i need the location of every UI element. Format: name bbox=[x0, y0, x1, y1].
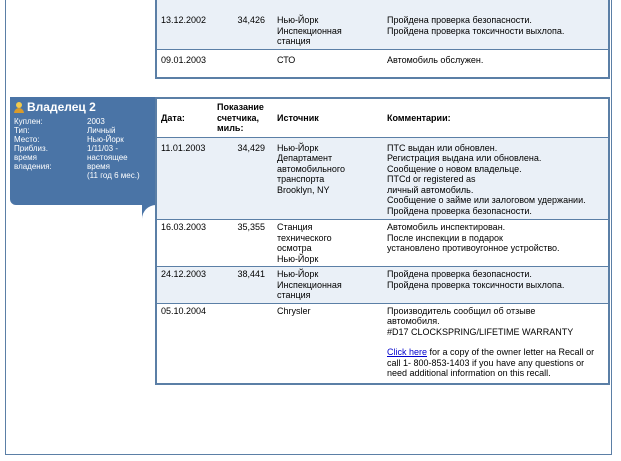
table-row bbox=[156, 267, 609, 304]
table-row bbox=[156, 137, 609, 220]
history-table-owner-2 bbox=[155, 97, 610, 385]
history-table-previous-owner bbox=[155, 0, 610, 79]
comments-cell: ПТС выдан или обновлен. Регистрация выдана или обновлена. Сообщение о новом владельце. ПТСd or registered as личный автомобиль. Сообщение о займе или залоговом удержании. Пройдена проверка безопасности. bbox=[383, 137, 609, 220]
source-header: Источник bbox=[277, 112, 319, 123]
reading-cell: 35,355 bbox=[213, 220, 273, 267]
comments-cell: Пройдена проверка безопасности. Пройдена проверка токсичности выхлопа. bbox=[383, 267, 609, 304]
comments-header: Комментарии: bbox=[387, 112, 451, 123]
owner-field-label: Тип: bbox=[14, 126, 30, 135]
click-here-link[interactable]: Click here bbox=[387, 347, 428, 357]
panel-notch bbox=[142, 205, 156, 219]
table-row bbox=[156, 0, 609, 49]
recall-text: Производитель сообщил об отзыве автомобиля. #D17 CLOCKSPRING/LIFETIME WARRANTY bbox=[387, 305, 574, 337]
table-row bbox=[156, 303, 609, 384]
comments-cell: Автомобиль инспектирован. После инспекции в подарок установлено противоугонное устройство. bbox=[383, 220, 609, 267]
table-row bbox=[156, 49, 609, 78]
source-cell: Нью-Йорк Департамент автомобильного транспорта Brooklyn, NY bbox=[273, 137, 383, 220]
date-cell: 05.10.2004 bbox=[156, 303, 213, 384]
owner-panel bbox=[10, 97, 156, 205]
date-cell: 11.01.2003 bbox=[156, 137, 213, 220]
owner-field-value: Нью-Йорк bbox=[87, 135, 124, 144]
recall-note-text: for a copy of the owner letter на Recall or call 1- 800-853-1403 if you have any questions or need additional information on this recall. bbox=[387, 347, 595, 378]
date-cell: 16.03.2003 bbox=[156, 220, 213, 267]
owner-title bbox=[14, 100, 96, 114]
comments-cell: Пройдена проверка безопасности. Пройдена проверка токсичности выхлопа. bbox=[383, 0, 609, 49]
reading-header: Показание счетчика, миль: bbox=[217, 102, 264, 133]
table-row bbox=[156, 220, 609, 267]
owner-field-value: 2003 bbox=[87, 117, 105, 126]
owner-title-text: Владелец 2 bbox=[27, 100, 96, 114]
owner-field-label: Приблиз. время владения: bbox=[14, 144, 52, 171]
reading-cell: 34,426 bbox=[213, 0, 273, 49]
date-cell: 09.01.2003 bbox=[156, 49, 213, 78]
recall-note bbox=[387, 347, 604, 381]
reading-cell bbox=[213, 49, 273, 78]
source-cell: Chrysler bbox=[273, 303, 383, 384]
owner-field-label: Куплен: bbox=[14, 117, 43, 126]
source-cell: Нью-Йорк Инспекционная станция bbox=[273, 267, 383, 304]
owner-field-value: 1/11/03 - настоящее время (11 год 6 мес.) bbox=[87, 144, 140, 180]
date-cell: 13.12.2002 bbox=[156, 0, 213, 49]
comments-cell bbox=[383, 303, 609, 384]
owner-field-label: Место: bbox=[14, 135, 40, 144]
owner-field-value: Личный bbox=[87, 126, 116, 135]
date-header: Дата: bbox=[161, 112, 185, 123]
source-cell: Станция технического осмотра Нью-Йорк bbox=[273, 220, 383, 267]
reading-cell bbox=[213, 303, 273, 384]
reading-cell: 38,441 bbox=[213, 267, 273, 304]
person-icon bbox=[14, 102, 24, 113]
source-cell: Нью-Йорк Инспекционная станция bbox=[273, 0, 383, 49]
comments-cell: Автомобиль обслужен. bbox=[383, 49, 609, 78]
date-cell: 24.12.2003 bbox=[156, 267, 213, 304]
table-header bbox=[156, 98, 609, 137]
source-cell: СТО bbox=[273, 49, 383, 78]
owner-info bbox=[14, 117, 153, 180]
reading-cell: 34,429 bbox=[213, 137, 273, 220]
